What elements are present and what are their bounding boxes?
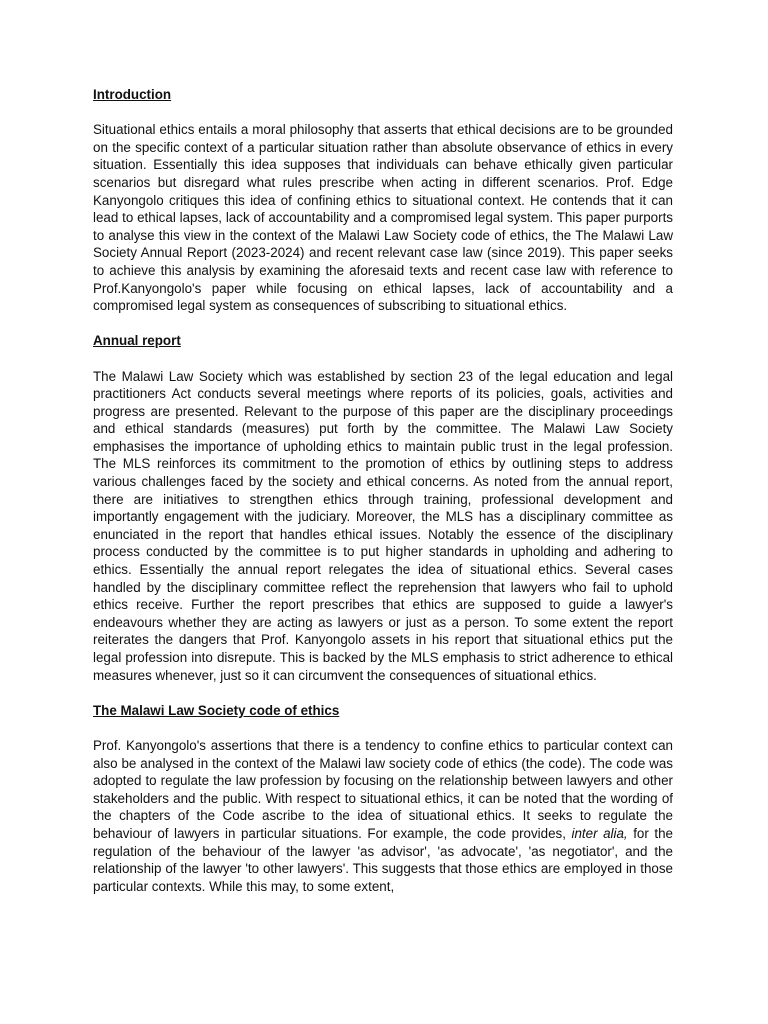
paragraph-code-text-before: Prof. Kanyongolo's assertions that there is a tendency to confine ethics to particular context can also be analysed in the context of the Malawi law society code of ethics (the code). The code was adopted to regulate the law profession by focusing on the relationship between lawyers and other stakeholders and the public. With respect to situational ethics, it can be noted that the wording of the chapters of the Code ascribe to the idea of situational ethics. It seeks to regulate the behaviour of lawyers in particular situations. For example, the code provides, [93,737,673,841]
paragraph-code-text-after: for the regulation of the behaviour of the lawyer 'as advisor', 'as advocate', 'as negotiator', and the relationship of the lawyer 'to other lawyers'. This suggests that those ethics are employed in those particular contexts. While this may, to some extent, [93,825,673,894]
heading-code-of-ethics: The Malawi Law Society code of ethics [93,702,340,718]
paragraph-introduction: Situational ethics entails a moral philosophy that asserts that ethical decisions are to be grounded on the specific context of a particular situation rather than absolute observance of ethics in every situation. Essentially this idea supposes that individuals can behave ethically given particular scenarios but disregard what rules prescribe when acting in different scenarios. Prof. Edge Kanyongolo critiques this idea of confining ethics to situational context. He contends that it can lead to ethical lapses, lack of accountability and a compromised legal system. This paper purports to analyse this view in the context of the Malawi Law Society code of ethics, the The Malawi Law Society Annual Report (2023-2024) and recent relevant case law (since 2019). This paper seeks to achieve this analysis by examining the aforesaid texts and recent case law with reference to Prof.Kanyongolo's paper while focusing on ethical lapses, lack of accountability and a compromised legal system as consequences of subscribing to situational ethics. [93,122,673,314]
heading-introduction: Introduction [93,87,172,102]
paragraph-code-text-italic: inter alia, [571,825,628,841]
paragraph-annual-report: The Malawi Law Society which was established by section 23 of the legal education and legal practitioners Act conducts several meetings where reports of its policies, goals, activities and progress are presented. Relevant to the purpose of this paper are the disciplinary proceedings and ethical standards (measures) put forth by the committee. The Malawi Law Society emphasises the importance of upholding ethics to maintain public trust in the legal profession. The MLS reinforces its commitment to the promotion of ethics by outlining steps to address various challenges faced by the society and ethical concerns. As noted from the annual report, there are initiatives to strengthen ethics through training, professional development and importantly engagement with the judiciary. Moreover, the MLS has a disciplinary committee as enunciated in the report that handles ethical issues. Notably the essence of the disciplinary process conducted by the committee is to put higher standards in upholding and adhering to ethics. Essentially the annual report relegates the idea of situational ethics. Several cases handled by the disciplinary committee reflect the reprehension that lawyers who fail to uphold ethics receive. Further the report prescribes that ethics are supposed to guide a lawyer's endeavours whether they are acting as lawyers or just as a person. To some extent the report reiterates the dangers that Prof. Kanyongolo assets in his report that situational ethics put the legal profession into disrepute. This is backed by the MLS emphasis to strict adherence to ethical measures whenever, just so it can circumvent the consequences of situational ethics. [93,368,673,683]
document-page [93,86,673,913]
paragraph-code-of-ethics [93,737,673,895]
heading-annual-report: Annual report [93,333,181,349]
